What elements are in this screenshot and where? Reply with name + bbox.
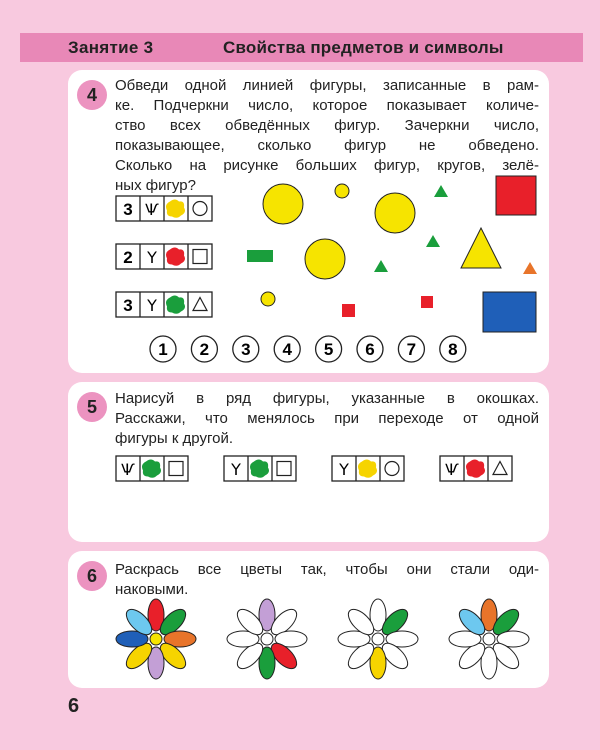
big-yellow-triangle — [461, 228, 501, 268]
task-text-line: ке. Подчеркни число, которое показывает количе- — [115, 97, 539, 114]
small-orange-triangle — [523, 262, 537, 274]
number-circle-1[interactable] — [150, 336, 176, 362]
task-number-badge: 5 — [77, 392, 107, 422]
number-circle-6[interactable] — [357, 336, 383, 362]
number-label: 5 — [323, 340, 334, 359]
big-yellow-circle — [375, 193, 415, 233]
number-circle-7[interactable] — [398, 336, 424, 362]
task-text-line: показывающее, сколько фигур не обведено. — [115, 137, 539, 154]
lesson-title: Свойства предметов и символы — [223, 38, 504, 57]
size-symbol: Y — [147, 248, 157, 267]
number-circles-row — [150, 336, 466, 362]
task-text-line: фигуры к другой. — [115, 430, 234, 447]
number-circle-3[interactable] — [233, 336, 259, 362]
number-label: 8 — [448, 340, 458, 359]
small-green-triangle — [434, 185, 448, 197]
small-yellow-circle — [335, 184, 349, 198]
frame-count: 3 — [123, 296, 133, 315]
scattered-shapes — [247, 176, 537, 332]
lesson-label: Занятие 3 — [68, 38, 154, 57]
task-text-line: Обведи одной линией фигуры, записанные в рам- — [115, 77, 539, 94]
size-symbol: Y — [339, 460, 349, 479]
frame-count: 2 — [123, 248, 133, 267]
symbol-frame — [116, 292, 212, 317]
size-symbol: Ѱ — [121, 460, 135, 479]
big-yellow-circle — [263, 184, 303, 224]
task-number-badge: 6 — [77, 561, 107, 591]
small-green-triangle — [426, 235, 440, 247]
number-label: 6 — [365, 340, 375, 359]
flower — [449, 599, 529, 679]
task-text-line: наковыми. — [115, 581, 189, 598]
small-green-rectangle — [247, 250, 273, 262]
number-label: 3 — [241, 340, 251, 359]
small-green-triangle — [374, 260, 388, 272]
flower — [338, 599, 418, 679]
number-circle-8[interactable] — [440, 336, 466, 362]
flower-center[interactable] — [372, 633, 384, 645]
small-red-square — [421, 296, 433, 308]
flower — [116, 599, 196, 679]
task-text-line: ство всех обведённых фигур. Зачеркни число, — [115, 117, 539, 134]
symbol-frame — [116, 244, 212, 269]
symbol-frame — [116, 196, 212, 221]
flower-center[interactable] — [483, 633, 495, 645]
task-number-badge: 4 — [77, 80, 107, 110]
frame-count: 3 — [123, 200, 133, 219]
number-label: 2 — [199, 340, 210, 359]
task-text-line: Расскажи, что менялось при переходе от одной — [115, 410, 539, 427]
size-symbol: Ѱ — [445, 460, 459, 479]
size-symbol: Ѱ — [145, 200, 159, 219]
number-circle-5[interactable] — [316, 336, 342, 362]
big-yellow-circle — [305, 239, 345, 279]
small-red-square — [342, 304, 355, 317]
symbol-card — [332, 456, 404, 481]
number-label: 7 — [406, 340, 417, 359]
task-text-line: Раскрась все цветы так, чтобы они стали оди- — [115, 561, 539, 578]
symbol-card — [440, 456, 512, 481]
task-text-line: ных фигур? — [115, 177, 196, 194]
size-symbol: Y — [147, 296, 157, 315]
symbol-card — [224, 456, 296, 481]
flowers-row — [116, 599, 529, 679]
task-text-line: Нарисуй в ряд фигуры, указанные в окошках. — [115, 390, 539, 407]
flower-center[interactable] — [150, 633, 162, 645]
symbol-cards-row — [116, 456, 512, 481]
number-circle-2[interactable] — [191, 336, 217, 362]
big-blue-rectangle — [483, 292, 536, 332]
flower — [227, 599, 307, 679]
symbol-frames — [116, 196, 212, 317]
big-red-square — [496, 176, 536, 215]
symbol-card — [116, 456, 188, 481]
number-label: 1 — [158, 340, 168, 359]
size-symbol: Y — [231, 460, 241, 479]
page-number: 6 — [68, 695, 80, 717]
small-yellow-circle — [261, 292, 275, 306]
number-circle-4[interactable] — [274, 336, 300, 362]
number-label: 4 — [282, 340, 292, 359]
flower-center[interactable] — [261, 633, 273, 645]
task-text-line: Сколько на рисунке больших фигур, кругов, зелё- — [115, 157, 539, 174]
